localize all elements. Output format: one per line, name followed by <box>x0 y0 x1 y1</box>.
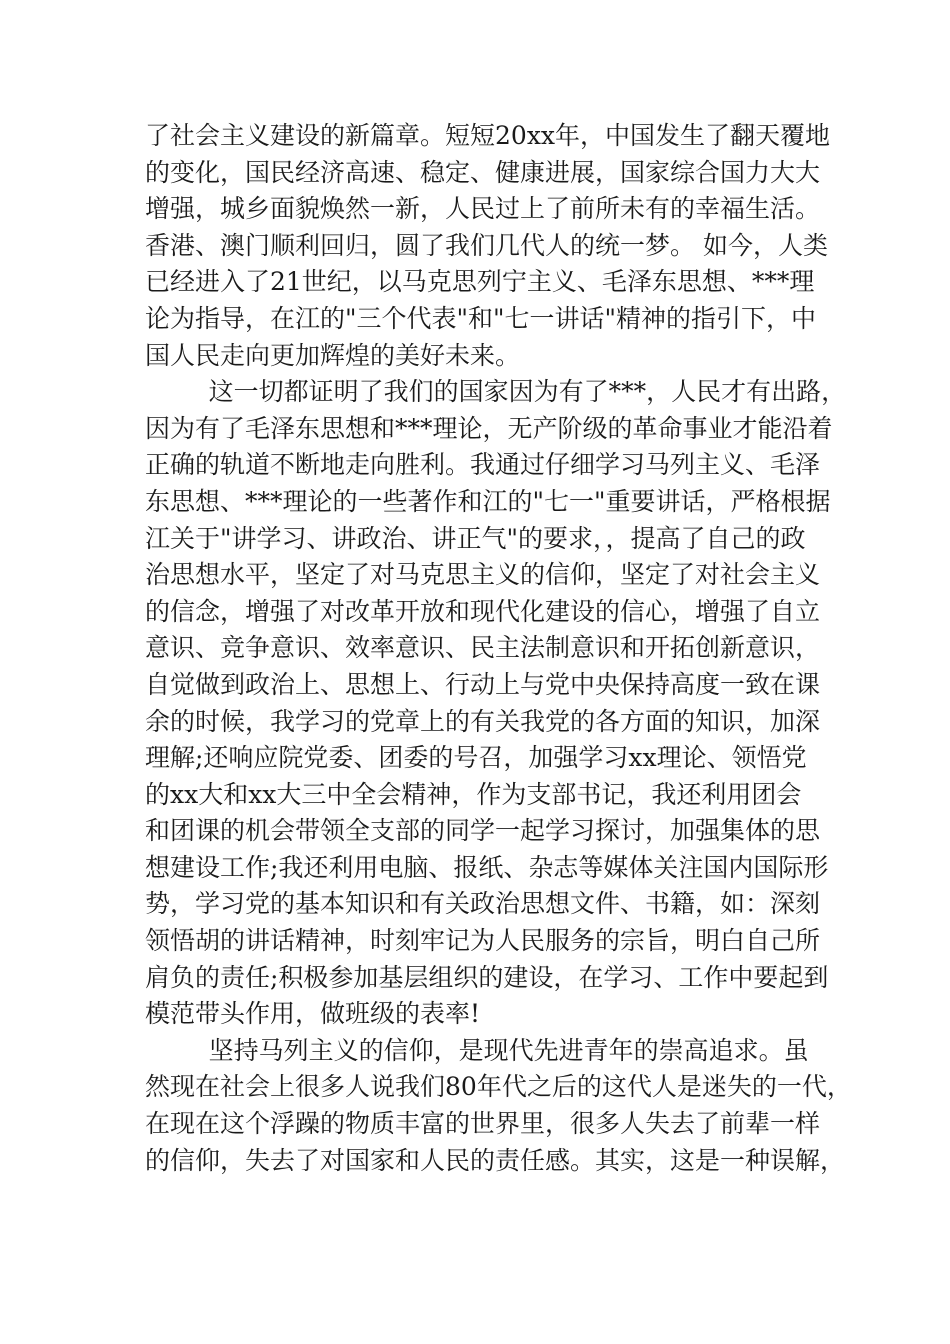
text-line: 江关于"讲学习、讲政治、讲正气"的要求，，提高了自己的政 <box>145 523 806 553</box>
text-line: 理解;还响应院党委、团委的号召，加强学习xx理论、领悟党 <box>145 743 807 773</box>
text-line: 势，学习党的基本知识和有关政治思想文件、书籍，如：深刻 <box>145 889 821 919</box>
text-line: 了社会主义建设的新篇章。短短20xx年，中国发生了翻天覆地 <box>145 121 831 150</box>
text-line: 领悟胡的讲话精神，时刻牢记为人民服务的宗旨，明白自己所 <box>145 926 821 956</box>
text-line: 模范带头作用，做班级的表率! <box>145 999 481 1029</box>
text-line: 正确的轨道不断地走向胜利。我通过仔细学习马列主义、毛泽 <box>145 450 821 480</box>
text-line: 治思想水平，坚定了对马克思主义的信仰，坚定了对社会主义 <box>145 560 821 590</box>
text-line: 的信念，增强了对改革开放和现代化建设的信心，增强了自立 <box>145 596 821 626</box>
text-line: 和团课的机会带领全支部的同学一起学习探讨，加强集体的思 <box>145 816 821 846</box>
text-line: 这一切都证明了我们的国家因为有了***，人民才有出路， <box>145 377 847 407</box>
text-line: 因为有了毛泽东思想和***理论，无产阶级的革命事业才能沿着 <box>145 413 833 443</box>
body-text <box>145 118 852 1179</box>
text-line: 余的时候，我学习的党章上的有关我党的各方面的知识，加深 <box>145 706 821 736</box>
text-line: 香港、澳门顺利回归，圆了我们几代人的统一梦。 如今，人类 <box>145 230 828 260</box>
text-line: 的变化，国民经济高速、稳定、健康进展，国家综合国力大大 <box>145 157 821 187</box>
text-line: 国人民走向更加辉煌的美好未来。 <box>145 340 521 370</box>
text-line: 的信仰，失去了对国家和人民的责任感。其实，这是一种误解， <box>145 1145 846 1175</box>
text-line: 意识、竞争意识、效率意识、民主法制意识和开拓创新意识， <box>145 633 821 663</box>
text-line: 的xx大和xx大三中全会精神，作为支部书记，我还利用团会 <box>145 779 802 809</box>
text-line: 已经进入了21世纪，以马克思列宁主义、毛泽东思想、***理 <box>145 267 815 297</box>
text-line: 然现在社会上很多人说我们80年代之后的这代人是迷失的一代， <box>145 1072 852 1102</box>
text-line: 坚持马列主义的信仰，是现代先进青年的崇高追求。虽 <box>145 1035 809 1065</box>
text-line: 想建设工作;我还利用电脑、报纸、杂志等媒体关注国内国际形 <box>145 852 829 882</box>
text-line: 论为指导，在江的"三个代表"和"七一讲话"精神的指引下，中 <box>145 303 816 333</box>
text-line: 增强，城乡面貌焕然一新，人民过上了前所未有的幸福生活。 <box>145 194 821 224</box>
text-line: 在现在这个浮躁的物质丰富的世界里，很多人失去了前辈一样 <box>145 1109 821 1139</box>
text-line: 自觉做到政治上、思想上、行动上与党中央保持高度一致在课 <box>145 669 821 699</box>
text-line: 东思想、***理论的一些著作和江的"七一"重要讲话，严格根据 <box>145 486 831 516</box>
text-line: 肩负的责任;积极参加基层组织的建设，在学习、工作中要起到 <box>145 962 829 992</box>
